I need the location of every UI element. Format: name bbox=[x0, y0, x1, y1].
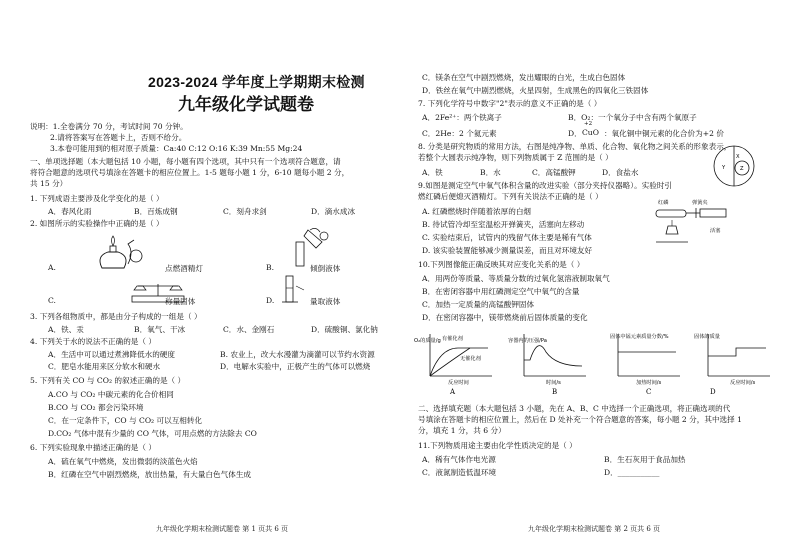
question-3: 3. 下列各组物质中，都是由分子构成的一组是（ ） bbox=[30, 312, 202, 321]
graph-a-letter: A bbox=[450, 388, 456, 396]
instruction-3: 3.本卷可能用到的相对原子质量：Ca:40 C:12 O:16 K:39 Mn:55 Mg:24 bbox=[50, 144, 303, 153]
graph-a-label1: 有催化剂 bbox=[442, 336, 463, 342]
q2-caption-a: 点燃酒精灯 bbox=[165, 264, 203, 273]
graph-d bbox=[694, 330, 780, 396]
q11-option-d: D．___________ bbox=[604, 468, 660, 477]
q2-caption-d: 量取液体 bbox=[310, 297, 341, 306]
page-left bbox=[8, 0, 388, 556]
footer-right: 九年级化学期末检测试题卷 第 2 页共 6 页 bbox=[528, 525, 661, 533]
graph-a bbox=[414, 330, 502, 396]
graph-c-ylabel: 固体中锰元素质量分数/% bbox=[610, 334, 669, 340]
apparatus-figure bbox=[652, 198, 732, 246]
q8-option-c: C．高锰酸钾 bbox=[532, 168, 576, 177]
question-9-line2: 燃红磷后便熄灭酒精灯。下列有关说法不正确的是（ ） bbox=[418, 192, 603, 201]
q7-option-d: D． bbox=[568, 129, 582, 138]
q8-option-b: B．水 bbox=[480, 168, 501, 177]
q3-option-c: C．水、金刚石 bbox=[223, 325, 275, 334]
section2-intro-1: 二、选择填充题（本大题包括 3 小题，先在 A、B、C 中选择一个正确选项，将正确选项的代 bbox=[418, 404, 731, 413]
question-4: 4. 下列关于水的说法不正确的是（ ） bbox=[30, 337, 156, 346]
q5-option-a: A.CO 与 CO₂ 中碳元素的化合价相同 bbox=[48, 390, 174, 399]
q5-option-b: B.CO 与 CO₂ 都会污染环境 bbox=[48, 403, 144, 412]
question-1: 1. 下列成语主要涉及化学变化的是（ ） bbox=[30, 194, 164, 203]
graph-a-label2: 无催化剂 bbox=[460, 356, 481, 362]
q10-option-d: D．在密闭容器中，镁带燃烧前后固体质量的变化 bbox=[422, 313, 588, 322]
q1-option-a: A．春风化雨 bbox=[48, 207, 92, 216]
footer-left: 九年级化学期末检测试题卷 第 1 页共 6 页 bbox=[156, 525, 289, 533]
q2-label-c: C. bbox=[48, 296, 56, 305]
q7-option-a: A．2Fe²⁺：两个铁离子 bbox=[422, 113, 502, 122]
venn-figure bbox=[712, 144, 756, 188]
question-9-line1: 9.如图是测定空气中氧气体积含量的改进实验（部分夹持仪器略）。实验时引 bbox=[418, 181, 673, 190]
question-7: 7. 下列化学符号中数字"2"表示的意义不正确的是（ ） bbox=[418, 99, 602, 108]
instruction-1: 说明：1.全卷满分 70 分，考试时间 70 分钟。 bbox=[30, 122, 188, 131]
q9-option-c: C. 实验结束后，试管内的残留气体主要是稀有气体 bbox=[422, 233, 592, 242]
q10-option-b: B．在密闭容器中用红磷测定空气中氧气的含量 bbox=[422, 287, 580, 296]
exam-subtitle: 九年级化学试题卷 bbox=[178, 95, 314, 115]
q4-option-b: B. 农业上，改大水漫灌为滴灌可以节约水资源 bbox=[220, 350, 375, 359]
q8-option-a: A．铁 bbox=[422, 168, 443, 177]
q1-option-b: B．百炼成钢 bbox=[134, 207, 178, 216]
question-11: 11.下列物质用途主要由化学性质决定的是（ ） bbox=[418, 441, 577, 450]
section2-intro-2: 号填涂在答题卡的相应位置上，然后在 D 处补充一个符合题意的答案，每小题 2 分，其中选择 1 bbox=[418, 415, 742, 424]
question-8-line2: 若整个大圆表示纯净物，则下列物质属于 Z 范围的是（ ） bbox=[418, 153, 613, 162]
q2-label-d: D. bbox=[266, 296, 275, 305]
venn-label-x: X bbox=[736, 154, 740, 160]
graph-b bbox=[508, 330, 596, 396]
graph-c-letter: C bbox=[646, 388, 652, 396]
q9-option-b: B. 待试管冷却至室温松开弹簧夹，活塞向左移动 bbox=[422, 220, 585, 229]
q11-option-a: A．稀有气体作电光源 bbox=[422, 455, 496, 464]
instruction-2: 2.请将答案写在答题卡上，否则不给分。 bbox=[50, 133, 187, 142]
graph-c-xlabel: 加热时间/s bbox=[636, 380, 662, 386]
alcohol-lamp-figure bbox=[88, 234, 148, 270]
q11-option-c: C．液氮制造低温环境 bbox=[422, 468, 497, 477]
q7-option-c: C．2He：2 个氦元素 bbox=[422, 129, 497, 138]
q2-label-a: A. bbox=[48, 263, 56, 272]
q6-option-b: B．红磷在空气中剧烈燃烧，放出热量，有大量白色气体生成 bbox=[48, 470, 252, 479]
q2-label-b: B. bbox=[266, 263, 274, 272]
q4-option-a: A．生活中可以通过煮沸降低水的硬度 bbox=[48, 350, 175, 359]
q1-option-c: C．刻舟求剑 bbox=[223, 207, 267, 216]
venn-label-z: Z bbox=[740, 166, 744, 172]
q7-option-b: B．O₂：一个氧分子中含有两个氧原子 bbox=[568, 113, 697, 122]
q10-option-a: A．用两份等质量、等质量分数的过氧化氢溶液制取氧气 bbox=[422, 274, 610, 283]
section1-intro-2: 将符合题意的选项代号填涂在答题卡的相应位置上。1-5 题每小题 1 分，6-10 题每小题 2 分， bbox=[30, 168, 350, 177]
q5-option-d: D.CO₂ 气体中混有少量的 CO 气体，可用点燃的方法除去 CO bbox=[48, 429, 257, 438]
graph-a-ylabel: O₂的质量/g bbox=[414, 338, 441, 344]
question-10: 10.下列图像能正确反映其对应变化关系的是（ ） bbox=[418, 260, 585, 269]
q9-option-d: D. 该实验装置能够减少测量误差，而且对环境友好 bbox=[422, 246, 593, 255]
graph-b-ylabel: 容器内的压强/Pa bbox=[508, 338, 547, 344]
graph-c bbox=[610, 330, 690, 396]
question-5: 5. 下列有关 CO 与 CO₂ 的叙述正确的是（ ） bbox=[30, 376, 186, 385]
graph-d-ylabel: 固体的质量 bbox=[694, 334, 720, 340]
q3-option-d: D．硫酸铜、氯化钠 bbox=[311, 325, 378, 334]
q10-option-c: C．加热一定质量的高锰酸钾固体 bbox=[422, 300, 535, 309]
label-red-phosphorus: 红磷 bbox=[658, 200, 669, 206]
q11-option-b: B．生石灰用于食品加热 bbox=[604, 455, 686, 464]
q3-option-b: B．氧气、干冰 bbox=[134, 325, 186, 334]
balance-figure bbox=[128, 280, 188, 304]
pour-liquid-figure bbox=[290, 228, 330, 268]
graph-d-letter: D bbox=[710, 388, 716, 396]
q1-option-d: D．滴水成冰 bbox=[311, 207, 356, 216]
venn-label-y: Y bbox=[722, 165, 726, 171]
q8-option-d: D．食盐水 bbox=[602, 168, 639, 177]
graph-a-xlabel: 反应时间 bbox=[448, 380, 469, 386]
label-spring-clip: 弹簧夹 bbox=[692, 200, 708, 206]
page-right bbox=[412, 0, 792, 556]
exam-title: 2023-2024 学年度上学期期末检测 bbox=[148, 74, 365, 90]
q4-option-c: C．肥皂水能用来区分软水和硬水 bbox=[48, 362, 161, 371]
q9-option-a: A. 红磷燃烧时伴随着浓厚的白烟 bbox=[422, 207, 532, 216]
q2-caption-c: 称量固体 bbox=[165, 297, 196, 306]
q7-valence-mark: +2 bbox=[584, 121, 593, 127]
q6-option-c: C．镁条在空气中剧烈燃烧，发出耀眼的白光，生成白色固体 bbox=[422, 73, 626, 82]
q7-cuo-formula: CuO bbox=[582, 128, 599, 137]
q4-option-d: D．电解水实验中，正极产生的气体可以燃烧 bbox=[220, 362, 371, 371]
question-8-line1: 8. 分类是研究物质的常用方法，右图是纯净物、单质、化合物、氧化物之间关系的形象表示， bbox=[418, 142, 732, 151]
q6-option-a: A．硫在氧气中燃烧，发出微弱的淡蓝色火焰 bbox=[48, 457, 198, 466]
q5-option-c: C．在一定条件下，CO 与 CO₂ 可以互相转化 bbox=[48, 416, 203, 425]
q7-option-d-text: ：氧化铜中铜元素的化合价为+2 价 bbox=[604, 129, 724, 138]
graph-b-letter: B bbox=[552, 388, 558, 396]
q2-caption-b: 倾倒液体 bbox=[310, 264, 341, 273]
section1-intro-3: 共 15 分） bbox=[30, 179, 68, 188]
q6-option-d: D．铁丝在氧气中剧烈燃烧，火星四射，生成黑色的四氧化三铁固体 bbox=[422, 86, 649, 95]
question-2: 2. 如图所示的实验操作中正确的是（ ） bbox=[30, 219, 164, 228]
section2-intro-3: 分，填充 1 分，共 6 分） bbox=[418, 426, 506, 435]
question-6: 6. 下列实验现象中描述正确的是（ ） bbox=[30, 443, 156, 452]
graph-d-xlabel: 反应时间/s bbox=[730, 380, 756, 386]
q3-option-a: A．铁、汞 bbox=[48, 325, 84, 334]
label-piston: 活塞 bbox=[710, 228, 721, 234]
graph-b-xlabel: 时间/s bbox=[546, 380, 561, 386]
section1-intro-1: 一、单项选择题（本大题包括 10 小题，每小题有四个选项，其中只有一个选项符合题意，请 bbox=[30, 157, 341, 166]
cylinder-figure bbox=[276, 274, 306, 304]
